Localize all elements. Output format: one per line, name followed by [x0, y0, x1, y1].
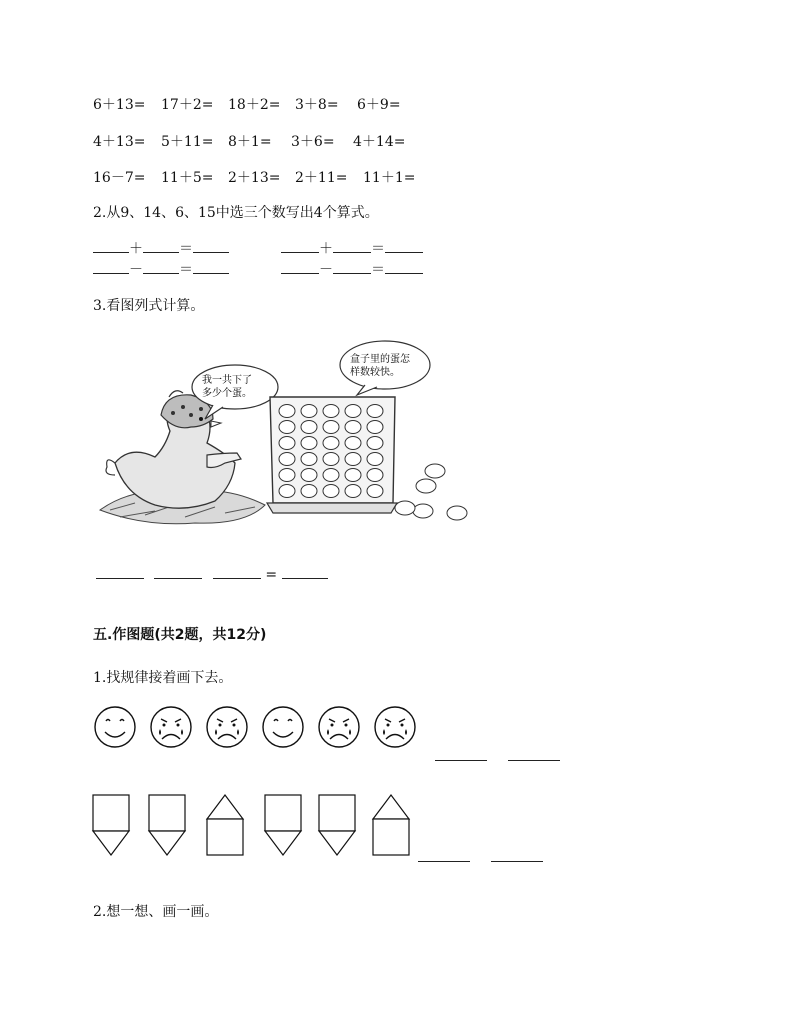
- egg: [279, 437, 295, 450]
- egg: [279, 405, 295, 418]
- section-5-q2-text: 2.想一想、画一画。: [93, 904, 219, 920]
- answer-blank[interactable]: [281, 261, 319, 274]
- egg: [323, 437, 339, 450]
- crying-face-icon: [375, 707, 415, 747]
- answer-blank[interactable]: [333, 240, 371, 253]
- egg: [301, 421, 317, 434]
- answer-blank[interactable]: [154, 566, 202, 579]
- egg: [345, 405, 361, 418]
- hen-speech-line-2: 多少个蛋。: [202, 388, 252, 399]
- square-over-triangle-shape: [93, 795, 129, 855]
- smiley-face-icon: [95, 707, 135, 747]
- arith-item: 3＋6=: [291, 134, 335, 150]
- egg: [345, 469, 361, 482]
- box-speech-line-1: 盒子里的蛋怎: [350, 354, 410, 365]
- egg: [323, 453, 339, 466]
- answer-blank[interactable]: [508, 748, 560, 761]
- plus-sign: ＋: [129, 241, 143, 257]
- egg: [323, 421, 339, 434]
- arith-item: 8＋1=: [228, 134, 272, 150]
- arith-item: 17＋2=: [161, 97, 214, 113]
- arith-item: 2＋11=: [295, 170, 348, 186]
- answer-blank[interactable]: [435, 748, 487, 761]
- equals-sign: ＝: [371, 262, 385, 278]
- arith-item: 11＋5=: [161, 170, 214, 186]
- answer-blank[interactable]: [491, 849, 543, 862]
- answer-blank[interactable]: [93, 240, 129, 253]
- square-over-triangle-shape: [319, 795, 355, 855]
- egg: [367, 485, 383, 498]
- shapes-pattern: [93, 793, 423, 859]
- answer-blank[interactable]: [281, 240, 319, 253]
- q2-equation-2: [281, 238, 423, 258]
- egg: [279, 485, 295, 498]
- triangle-over-square-shape: [373, 795, 409, 855]
- answer-blank[interactable]: [193, 261, 229, 274]
- square-over-triangle-shape: [149, 795, 185, 855]
- question-3-text: 3.看图列式计算。: [93, 298, 205, 314]
- q2-equation-4: [281, 259, 423, 279]
- minus-sign: －: [319, 262, 333, 278]
- arith-item: 4＋14=: [353, 134, 406, 150]
- egg: [345, 421, 361, 434]
- equals-sign: ＝: [179, 241, 193, 257]
- egg: [323, 405, 339, 418]
- crying-face-icon: [151, 707, 191, 747]
- box-speech-line-2: 样数较快。: [350, 367, 400, 378]
- q2-equation-1: [93, 238, 229, 258]
- equals-sign: ＝: [371, 241, 385, 257]
- answer-blank[interactable]: [418, 849, 470, 862]
- answer-blank[interactable]: [143, 261, 179, 274]
- egg: [301, 485, 317, 498]
- answer-blank[interactable]: [93, 261, 129, 274]
- equals-sign: =: [265, 567, 278, 583]
- egg: [367, 405, 383, 418]
- hen-speech-line-1: 我一共下了: [202, 375, 252, 386]
- arith-item: 5＋11=: [161, 134, 214, 150]
- egg: [367, 437, 383, 450]
- crying-face-icon: [207, 707, 247, 747]
- q2-equation-3: [93, 259, 229, 279]
- egg: [323, 485, 339, 498]
- arith-item: 18＋2=: [228, 97, 281, 113]
- plus-sign: ＋: [319, 241, 333, 257]
- answer-blank[interactable]: [213, 566, 261, 579]
- arith-item: 2＋13=: [228, 170, 281, 186]
- answer-blank[interactable]: [96, 566, 144, 579]
- answer-blank[interactable]: [385, 240, 423, 253]
- egg: [367, 453, 383, 466]
- section-5-title: 五.作图题(共2题，共12分): [93, 627, 267, 643]
- equals-sign: ＝: [179, 262, 193, 278]
- arith-item: 3＋8=: [295, 97, 339, 113]
- minus-sign: －: [129, 262, 143, 278]
- arith-item: 11＋1=: [363, 170, 416, 186]
- egg: [301, 405, 317, 418]
- arith-item: 6＋9=: [357, 97, 401, 113]
- section-5-q1-text: 1.找规律接着画下去。: [93, 670, 233, 686]
- egg: [279, 469, 295, 482]
- arith-item: 6＋13=: [93, 97, 146, 113]
- egg: [301, 437, 317, 450]
- egg: [367, 421, 383, 434]
- arith-item: 16－7=: [93, 170, 146, 186]
- answer-blank[interactable]: [143, 240, 179, 253]
- square-over-triangle-shape: [265, 795, 301, 855]
- answer-blank[interactable]: [193, 240, 229, 253]
- answer-blank[interactable]: [333, 261, 371, 274]
- egg: [279, 453, 295, 466]
- egg: [367, 469, 383, 482]
- triangle-over-square-shape: [207, 795, 243, 855]
- answer-blank[interactable]: [385, 261, 423, 274]
- egg: [345, 437, 361, 450]
- egg: [301, 469, 317, 482]
- answer-blank[interactable]: [282, 566, 328, 579]
- q3-answer-line: [96, 566, 328, 583]
- egg: [345, 485, 361, 498]
- hen-eggs-illustration: [95, 335, 475, 535]
- arith-item: 4＋13=: [93, 134, 146, 150]
- egg: [345, 453, 361, 466]
- faces-pattern: [93, 704, 423, 754]
- smiley-face-icon: [263, 707, 303, 747]
- crying-face-icon: [319, 707, 359, 747]
- egg: [301, 453, 317, 466]
- egg: [279, 421, 295, 434]
- question-2-text: 2.从9、14、6、15中选三个数写出4个算式。: [93, 205, 379, 221]
- egg: [323, 469, 339, 482]
